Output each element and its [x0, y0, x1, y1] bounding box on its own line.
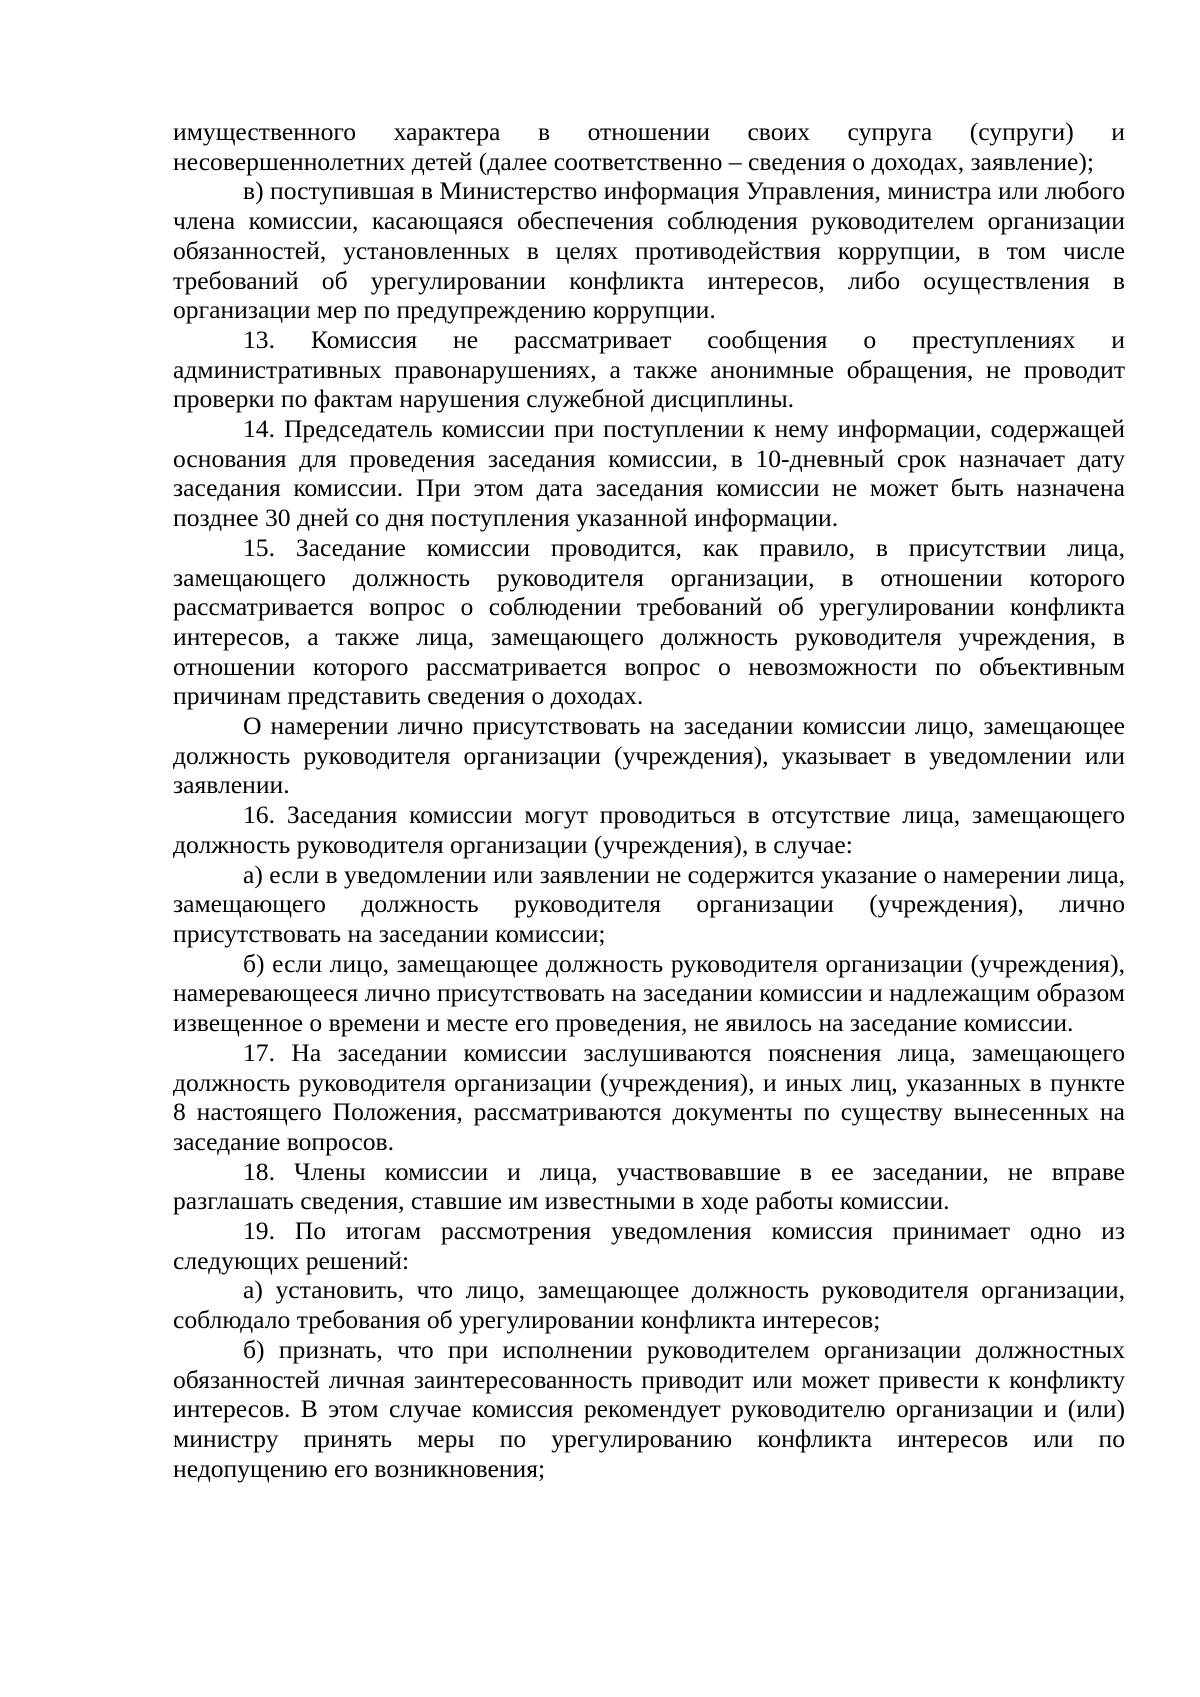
paragraph-13: 13. Комиссия не рассматривает сообщения о преступлениях и административных правонарушениях, а также анонимные обращения, не проводит проверки по фактам нарушения служебной дисциплины. [173, 324, 1125, 414]
paragraph-15-intent: О намерении лично присутствовать на заседании комиссии лицо, замещающее должность руководителя организации (учреждения), указывает в уведомлении или заявлении. [173, 711, 1125, 800]
paragraph-17: 17. На заседании комиссии заслушиваются пояснения лица, замещающего должность руководителя организации (учреждения), и иных лиц, указанных в пункте 8 настоящего Положения, рассматриваются документы по существу вынесенных на заседание вопросов. [173, 1037, 1125, 1156]
paragraph-16-b: б) если лицо, замещающее должность руководителя организации (учреждения), намеревающееся лично присутствовать на заседании комиссии и надлежащим образом извещенное о времени и месте его проведения, не явилось на заседание комиссии. [173, 948, 1125, 1038]
paragraph-18: 18. Члены комиссии и лица, участвовавшие в ее заседании, не вправе разглашать сведения, ставшие им известными в ходе работы комиссии. [173, 1156, 1125, 1216]
paragraph-16-a: а) если в уведомлении или заявлении не содержится указание о намерении лица, замещающего должность руководителя организации (учреждения), лично присутствовать на заседании комиссии; [173, 859, 1125, 948]
paragraph-15: 15. Заседание комиссии проводится, как правило, в присутствии лица, замещающего должность руководителя организации, в отношении которого рассматривается вопрос о соблюдении требований об урегулировании конфликта интересов, а также лица, замещающего должность руководителя учреждения, в отношении которого рассматривается вопрос о невозможности по объективным причинам представить сведения о доходах. [173, 532, 1125, 711]
paragraph-16: 16. Заседания комиссии могут проводиться в отсутствие лица, замещающего должность руководителя организации (учреждения), в случае: [173, 800, 1125, 859]
document-page [173, 117, 1125, 1483]
paragraph-continuation: имущественного характера в отношении своих супруга (супруги) и несовершеннолетних детей (далее соответственно – сведения о доходах, заявление); [173, 117, 1125, 176]
paragraph-19-a: а) установить, что лицо, замещающее должность руководителя организации, соблюдало требования об урегулировании конфликта интересов; [173, 1275, 1125, 1335]
paragraph-subitem-v: в) поступившая в Министерство информация Управления, министра или любого члена комиссии, касающаяся обеспечения соблюдения руководителем организации обязанностей, установленных в целях противодействия коррупции, в том числе требований об урегулировании конфликта интересов, либо осуществления в организации мер по предупреждению коррупции. [173, 176, 1125, 325]
paragraph-14: 14. Председатель комиссии при поступлении к нему информации, содержащей основания для проведения заседания комиссии, в 10-дневный срок назначает дату заседания комиссии. При этом дата заседания комиссии не может быть назначена позднее 30 дней со дня поступления указанной информации. [173, 414, 1125, 533]
paragraph-19: 19. По итогам рассмотрения уведомления комиссия принимает одно из следующих решений: [173, 1216, 1125, 1275]
paragraph-19-b: б) признать, что при исполнении руководителем организации должностных обязанностей личная заинтересованность приводит или может привести к конфликту интересов. В этом случае комиссия рекомендует руководителю организации и (или) министру принять меры по урегулированию конфликта интересов или по недопущению его возникновения; [173, 1334, 1125, 1483]
